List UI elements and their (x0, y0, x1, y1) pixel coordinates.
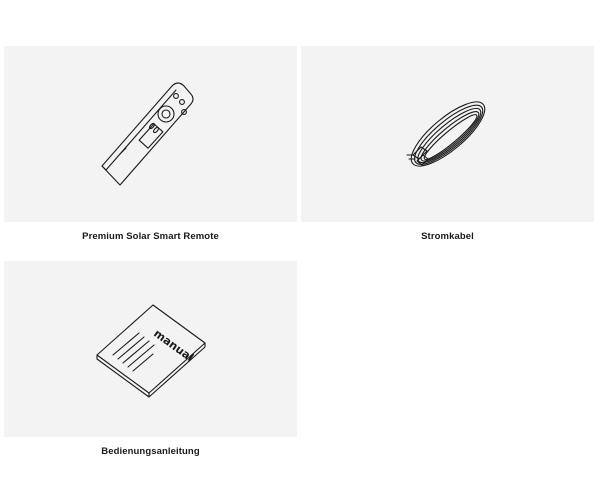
accessory-image-tile (4, 261, 297, 437)
accessory-item-remote (4, 46, 297, 242)
manual-title-text: manual (150, 326, 196, 365)
accessory-image-tile (4, 46, 297, 222)
accessory-label: Bedienungsanleitung (101, 446, 200, 457)
manual-booklet-icon (91, 299, 211, 399)
accessory-image-tile (301, 46, 594, 222)
accessory-label: Premium Solar Smart Remote (82, 231, 219, 242)
accessory-item-manual (4, 261, 297, 457)
remote-control-icon (86, 74, 216, 194)
accessory-item-power-cable (301, 46, 594, 242)
accessory-label: Stromkabel (421, 231, 474, 242)
power-cable-icon (393, 79, 503, 189)
